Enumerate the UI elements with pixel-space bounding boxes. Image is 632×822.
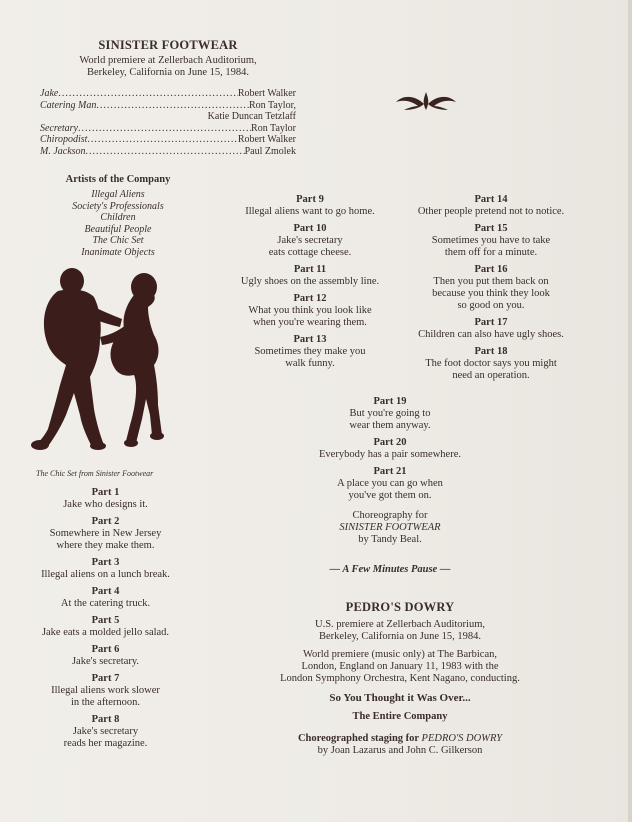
part-label: Part 5 xyxy=(91,615,120,626)
parts-column-2 xyxy=(225,193,395,374)
part-label: Part 21 xyxy=(373,466,407,477)
part-item xyxy=(18,672,193,709)
choreography-title: SINISTER FOOTWEAR xyxy=(339,522,441,533)
cast-row xyxy=(40,100,296,112)
part-item xyxy=(295,436,485,461)
part-text: Jake's secretary xyxy=(72,726,139,737)
cast-list xyxy=(40,88,296,157)
part-label: Part 14 xyxy=(474,194,508,205)
part-text: Sometimes they make you xyxy=(254,346,366,357)
part-label: Part 19 xyxy=(373,396,407,407)
part-text: What you think you look like xyxy=(248,305,372,316)
us-premiere-line-1: U.S. premiere at Zellerbach Auditorium, xyxy=(315,619,485,630)
part-label: Part 17 xyxy=(474,317,508,328)
part-label: Part 1 xyxy=(91,487,120,498)
artists-heading: Artists of the Company xyxy=(65,174,171,185)
artist-group: Inanimate Objects xyxy=(81,246,155,258)
so-you-thought-heading: So You Thought it Was Over... xyxy=(329,692,471,704)
pause-note: — A Few Minutes Pause — xyxy=(329,564,451,575)
premiere-line-1: World premiere at Zellerbach Auditorium, xyxy=(79,55,257,66)
artist-group: The Chic Set xyxy=(92,235,144,247)
artist-group: Beautiful People xyxy=(84,223,152,235)
artist-group: Children xyxy=(100,212,136,224)
artists-list xyxy=(18,189,218,259)
ornament-flourish xyxy=(394,90,458,112)
cast-actor-continued: Katie Duncan Tetzlaff xyxy=(207,111,296,122)
part-text: so good on you. xyxy=(457,300,525,311)
cast-role: Catering Man xyxy=(40,99,97,111)
part-item xyxy=(18,486,193,511)
part-text: Jake's secretary. xyxy=(71,656,140,667)
part-item xyxy=(225,193,395,218)
part-text: eats cottage cheese. xyxy=(268,247,352,258)
part-item xyxy=(18,585,193,610)
part-label: Part 20 xyxy=(373,437,407,448)
part-item xyxy=(295,465,485,502)
part-item xyxy=(225,263,395,288)
cast-role: Jake xyxy=(40,88,59,99)
part-text: Children can also have ugly shoes. xyxy=(418,329,564,340)
part-text: Ugly shoes on the assembly line. xyxy=(240,276,380,287)
part-item xyxy=(18,515,193,552)
world-premiere-line-3: London Symphony Orchestra, Kent Nagano, conducting. xyxy=(280,673,520,684)
part-label: Part 13 xyxy=(293,334,327,345)
part-item xyxy=(225,292,395,329)
staging-prefix: Choreographed staging for xyxy=(297,733,422,744)
part-item xyxy=(18,713,193,750)
part-label: Part 18 xyxy=(474,346,508,357)
cast-row xyxy=(40,146,296,158)
artist-group: Illegal Aliens xyxy=(91,189,145,200)
choreography-credit xyxy=(295,510,485,546)
part-text: Somewhere in New Jersey xyxy=(49,528,162,539)
part-text: in the afternoon. xyxy=(70,697,141,708)
part-label: Part 8 xyxy=(91,714,120,725)
part-text: A place you can go when xyxy=(337,478,443,489)
page-edge xyxy=(628,0,632,822)
part-label: Part 12 xyxy=(293,293,327,304)
us-premiere-line-2: Berkeley, California on June 15, 1984. xyxy=(318,631,482,642)
part-text: need an operation. xyxy=(452,370,530,381)
part-text: Jake eats a molded jello salad. xyxy=(41,627,170,638)
part-item xyxy=(225,222,395,259)
part-label: Part 2 xyxy=(91,516,120,527)
part-label: Part 3 xyxy=(91,557,120,568)
part-text: Jake's secretary xyxy=(277,235,343,246)
work-title: SINISTER FOOTWEAR xyxy=(98,38,238,52)
parts-center xyxy=(295,395,485,506)
part-label: Part 9 xyxy=(296,194,324,205)
part-text: because you think they look xyxy=(432,288,550,299)
entire-company-heading: The Entire Company xyxy=(352,711,448,722)
part-item xyxy=(405,193,577,218)
part-text: Then you put them back on xyxy=(433,276,549,287)
photo-caption: The Chic Set from Sinister Footwear xyxy=(36,469,154,478)
part-label: Part 11 xyxy=(293,264,327,275)
part-text: Sometimes you have to take xyxy=(431,235,551,246)
leader-dots xyxy=(58,88,238,100)
part-item xyxy=(405,345,577,382)
part-label: Part 15 xyxy=(474,223,508,234)
part-item xyxy=(18,643,193,668)
part-text: where they make them. xyxy=(56,540,155,551)
dancers-silhouette xyxy=(30,265,165,455)
choreography-line: Choreography for xyxy=(352,510,428,521)
part-label: Part 6 xyxy=(91,644,120,655)
part-item xyxy=(18,556,193,581)
staging-by: by Joan Lazarus and John C. Gilkerson xyxy=(317,745,483,756)
cast-role: Secretary xyxy=(40,122,78,134)
world-premiere-line-2: London, England on January 11, 1983 with the xyxy=(301,661,499,672)
part-text: Illegal aliens on a lunch break. xyxy=(41,569,170,580)
parts-column-1 xyxy=(18,486,193,754)
part-item xyxy=(295,395,485,432)
cast-row xyxy=(40,88,296,100)
part-text: you've got them on. xyxy=(348,490,432,501)
cast-row xyxy=(40,123,296,135)
part-label: Part 7 xyxy=(91,673,120,684)
part-text: Other people pretend not to notice. xyxy=(417,206,565,217)
leader-dots xyxy=(87,134,237,146)
cast-actor: Robert Walker xyxy=(237,134,296,145)
part-text: At the catering truck. xyxy=(60,598,151,609)
part-label: Part 10 xyxy=(293,223,327,234)
part-label: Part 4 xyxy=(91,586,120,597)
part-text: Illegal aliens want to go home. xyxy=(245,206,375,217)
part-text: them off for a minute. xyxy=(444,247,538,258)
pedros-dowry-title: PEDRO'S DOWRY xyxy=(345,600,455,614)
cast-actor: Robert Walker xyxy=(237,88,296,99)
premiere-line-2: Berkeley, California on June 15, 1984. xyxy=(86,67,250,78)
part-text: Illegal aliens work slower xyxy=(51,685,160,696)
part-text: Jake who designs it. xyxy=(63,499,148,510)
part-text: The foot doctor says you might xyxy=(425,358,557,369)
cast-actor: Ron Taylor, xyxy=(248,99,296,111)
part-item xyxy=(225,333,395,370)
part-text: reads her magazine. xyxy=(63,738,148,749)
cast-role: Chiropodist xyxy=(40,134,88,145)
parts-column-3 xyxy=(405,193,577,386)
part-item xyxy=(18,614,193,639)
cast-row xyxy=(40,134,296,146)
cast-actor: Paul Zmolek xyxy=(244,145,296,157)
part-text: Everybody has a pair somewhere. xyxy=(319,449,461,460)
part-text: But you're going to xyxy=(349,408,431,419)
pedros-dowry-section xyxy=(270,600,530,757)
choreography-by: by Tandy Beal. xyxy=(358,534,422,545)
part-text: wear them anyway. xyxy=(349,420,431,431)
part-text: walk funny. xyxy=(285,358,335,369)
staging-title: PEDRO'S DOWRY xyxy=(421,733,503,744)
cast-role: M. Jackson xyxy=(40,145,86,157)
leader-dots xyxy=(96,100,249,112)
leader-dots xyxy=(86,146,245,158)
staging-line xyxy=(270,732,530,745)
artist-group: Society's Professionals xyxy=(72,200,164,212)
part-item xyxy=(405,316,577,341)
cast-actor: Ron Taylor xyxy=(251,122,296,134)
part-item xyxy=(405,222,577,259)
part-item xyxy=(405,263,577,312)
part-label: Part 16 xyxy=(474,264,508,275)
world-premiere-line-1: World premiere (music only) at The Barbican, xyxy=(302,649,498,660)
part-text: when you're wearing them. xyxy=(253,317,367,328)
leader-dots xyxy=(78,123,251,135)
